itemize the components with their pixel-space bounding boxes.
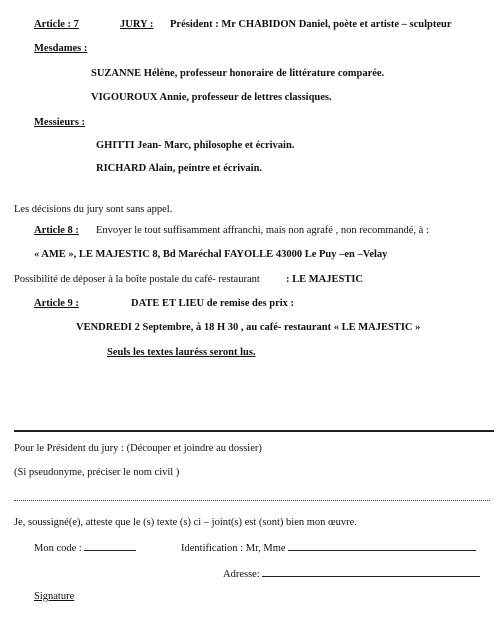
jury-member: GHITTI Jean- Marc, philosophe et écrivain. (96, 140, 295, 151)
postbox-place: : LE MAJESTIC (286, 274, 364, 285)
jury-member: SUZANNE Hélène, professeur honoraire de littérature comparée. (91, 68, 385, 79)
address-label: Adresse: (223, 569, 260, 580)
cut-line (14, 430, 494, 432)
code-label: Mon code : (34, 543, 82, 554)
jury-member: RICHARD Alain, peintre et écrivain. (96, 163, 263, 174)
address-input-line[interactable] (262, 566, 480, 577)
identification-field[interactable] (181, 540, 476, 555)
article-9-title: DATE ET LIEU de remise des prix : (131, 298, 295, 309)
jury-member: VIGOUROUX Annie, professeur de lettres classiques. (91, 92, 332, 103)
form-president-line: Pour le Président du jury : (Découper et joindre au dossier) (14, 443, 262, 454)
attestation-text: Je, soussigné(e), atteste que le (s) texte (s) ci – joint(s) est (sont) bien mon œuvre. (14, 517, 357, 528)
article-8-label: Article 8 : (34, 225, 79, 236)
signature-label: Signature (34, 591, 75, 602)
article-9-label: Article 9 : (34, 298, 79, 309)
decisions-text: Les décisions du jury sont sans appel. (14, 204, 173, 215)
messieurs-heading: Messieurs : (34, 117, 86, 128)
jury-label: JURY : (120, 19, 154, 30)
mailing-address: « AME », LE MAJESTIC 8, Bd Maréchal FAYOLLE 43000 Le Puy –en –Velay (34, 249, 388, 260)
address-field[interactable] (223, 566, 480, 581)
article-8-text: Envoyer le tout suffisamment affranchi, mais non agrafé , non recommandé, à : (96, 225, 429, 236)
code-field[interactable] (34, 540, 136, 555)
jury-president: Président : Mr CHABIDON Daniel, poète et artiste – sculpteur (170, 19, 452, 30)
code-input-line[interactable] (84, 540, 136, 551)
ceremony-date: VENDREDI 2 Septembre, à 18 H 30 , au café- restaurant « LE MAJESTIC » (76, 322, 421, 333)
identification-input-line[interactable] (288, 540, 476, 551)
mesdames-heading: Mesdames : (34, 43, 88, 54)
identification-label: Identification : Mr, Mme (181, 543, 286, 554)
laureates-note: Seuls les textes lauréss seront lus. (107, 347, 256, 358)
dotted-line (14, 500, 490, 501)
form-pseudonym-line: (Si pseudonyme, préciser le nom civil ) (14, 467, 180, 478)
postbox-text: Possibilité de déposer à la boîte postale du café- restaurant (14, 274, 260, 285)
article-7-label: Article : 7 (34, 19, 79, 30)
